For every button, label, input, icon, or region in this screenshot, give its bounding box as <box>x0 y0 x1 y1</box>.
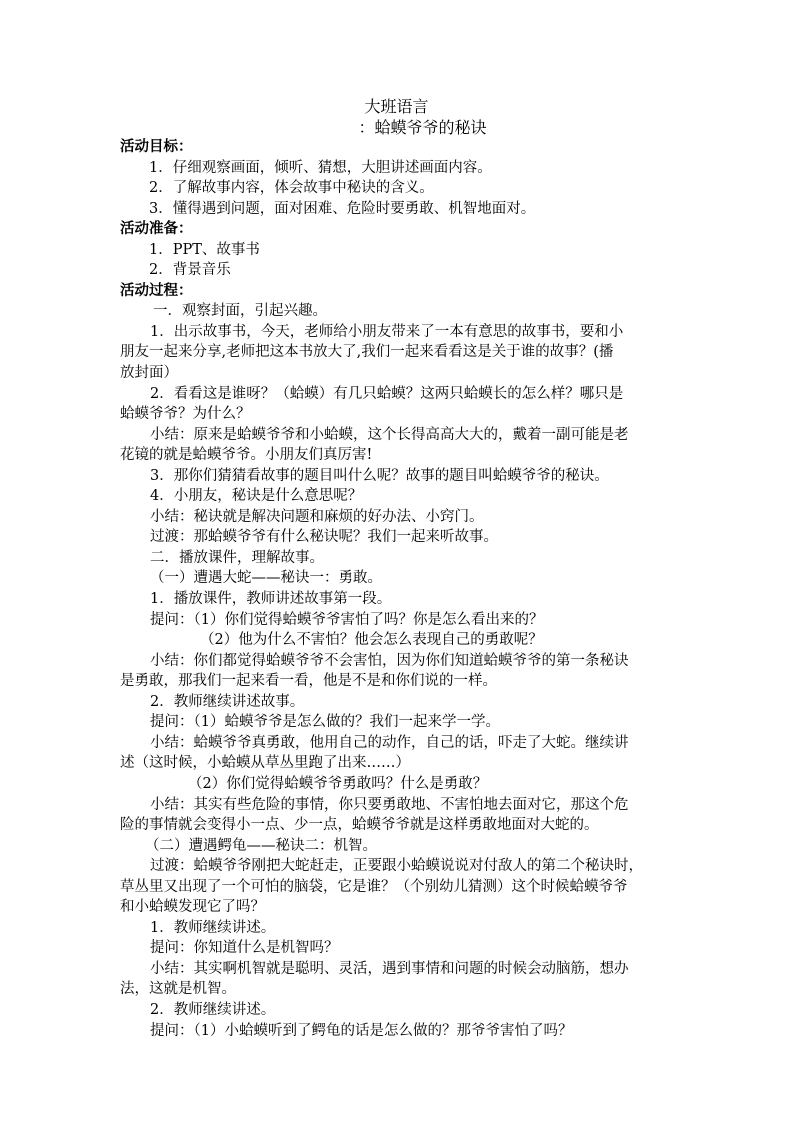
text-line: 述（这时候，小蛤蟆从草丛里跑了出来……） <box>120 755 410 772</box>
text-line: 过渡：那蛤蟆爷爷有什么秘诀呢？我们一起来听故事。 <box>150 529 498 546</box>
text-line: 1．PPT、故事书 <box>149 241 260 258</box>
text-line: 提问：（1）你们觉得蛤蟆爷爷害怕了吗？你是怎么看出来的？ <box>150 611 544 628</box>
section-heading: 活动准备： <box>120 220 193 238</box>
text-line: 小结：秘诀就是解决问题和麻烦的好办法、小窍门。 <box>150 508 484 525</box>
document-body <box>120 137 680 1041</box>
section-heading: 活动过程： <box>120 281 193 299</box>
text-line: 2．教师继续讲述。 <box>150 1001 276 1018</box>
text-line: 1．教师继续讲述。 <box>150 919 276 936</box>
text-line: 小结：蛤蟆爷爷真勇敢，他用自己的动作，自己的话，吓走了大蛇。继续讲 <box>150 734 629 751</box>
section-heading: 活动目标： <box>120 138 193 155</box>
document-subtitle: ：蛤蟆爷爷的秘诀 <box>358 118 487 137</box>
text-line: 蛤蟆爷爷？为什么？ <box>120 406 251 423</box>
text-line: 小结：你们都觉得蛤蟆爷爷不会害怕，因为你们知道蛤蟆爷爷的第一条秘诀 <box>150 652 629 669</box>
text-line: 1．播放课件，教师讲述故事第一段。 <box>150 591 392 608</box>
text-line: 3．懂得遇到问题，面对困难、危险时要勇敢、机智地面对。 <box>149 200 536 217</box>
text-line: （一）遭遇大蛇——秘诀一：勇敢。 <box>150 570 382 587</box>
text-line: 小结：原来是蛤蟆爷爷和小蛤蟆，这个长得高高大大的，戴着一副可能是老 <box>150 426 629 443</box>
text-line: 提问：你知道什么是机智吗？ <box>150 940 339 957</box>
text-line: 放封面） <box>120 365 178 382</box>
text-line: 二．播放课件，理解故事。 <box>150 549 324 566</box>
text-line: 和小蛤蟆发现它了吗？ <box>120 899 265 916</box>
text-line: 1．仔细观察画面，倾听、猜想，大胆讲述画面内容。 <box>149 159 492 176</box>
text-line: 提问：（1）蛤蟆爷爷是怎么做的？我们一起来学一学。 <box>150 714 500 731</box>
text-line: （二）遭遇鳄龟——秘诀二：机智。 <box>145 837 377 854</box>
text-line: 一．观察封面，引起兴趣。 <box>153 303 327 320</box>
text-line: 3．那你们猜猜看故事的题目叫什么呢？故事的题目叫蛤蟆爷爷的秘诀。 <box>150 467 609 484</box>
text-line: （2）他为什么不害怕？他会怎么表现自己的勇敢呢？ <box>200 632 543 649</box>
text-line: 草丛里又出现了一个可怕的脑袋，它是谁？（个别幼儿猜测）这个时候蛤蟆爷爷 <box>120 878 628 895</box>
text-line: 4．小朋友，秘诀是什么意思呢？ <box>150 488 363 505</box>
text-line: 小结：其实啊机智就是聪明、灵活，遇到事情和问题的时候会动脑筋，想办 <box>150 960 629 977</box>
text-line: 过渡：蛤蟆爷爷刚把大蛇赶走，正要跟小蛤蟆说说对付敌人的第二个秘诀时， <box>150 858 643 875</box>
document-title: 大班语言 <box>364 97 429 116</box>
text-line: 花镜的就是蛤蟆爷爷。小朋友们真厉害! <box>120 447 373 464</box>
text-line: 小结：其实有些危险的事情，你只要勇敢地、不害怕地去面对它，那这个危 <box>150 796 629 813</box>
text-line: 法，这就是机智。 <box>120 981 236 998</box>
text-line: （2）你们觉得蛤蟆爷爷勇敢吗？什么是勇敢？ <box>188 775 488 792</box>
text-line: 2．背景音乐 <box>149 262 231 279</box>
text-line: 是勇敢，那我们一起来看一看，他是不是和你们说的一样。 <box>120 673 497 690</box>
text-line: 2．了解故事内容，体会故事中秘诀的含义。 <box>149 180 434 197</box>
text-line: 1．出示故事书，今天，老师给小朋友带来了一本有意思的故事书，要和小 <box>150 323 624 340</box>
text-line: 险的事情就会变得小一点、少一点，蛤蟆爷爷就是这样勇敢地面对大蛇的。 <box>120 817 599 834</box>
text-line: 2．教师继续讲述故事。 <box>150 693 305 710</box>
text-line: 朋友一起来分享,老师把这本书放大了,我们一起来看看这是关于谁的故事？(播 <box>120 344 614 361</box>
text-line: 2．看看这是谁呀？（蛤蟆）有几只蛤蟆？这两只蛤蟆长的怎么样？哪只是 <box>150 385 624 402</box>
text-line: 提问：（1）小蛤蟆听到了鳄龟的话是怎么做的？那爷爷害怕了吗？ <box>150 1022 573 1039</box>
